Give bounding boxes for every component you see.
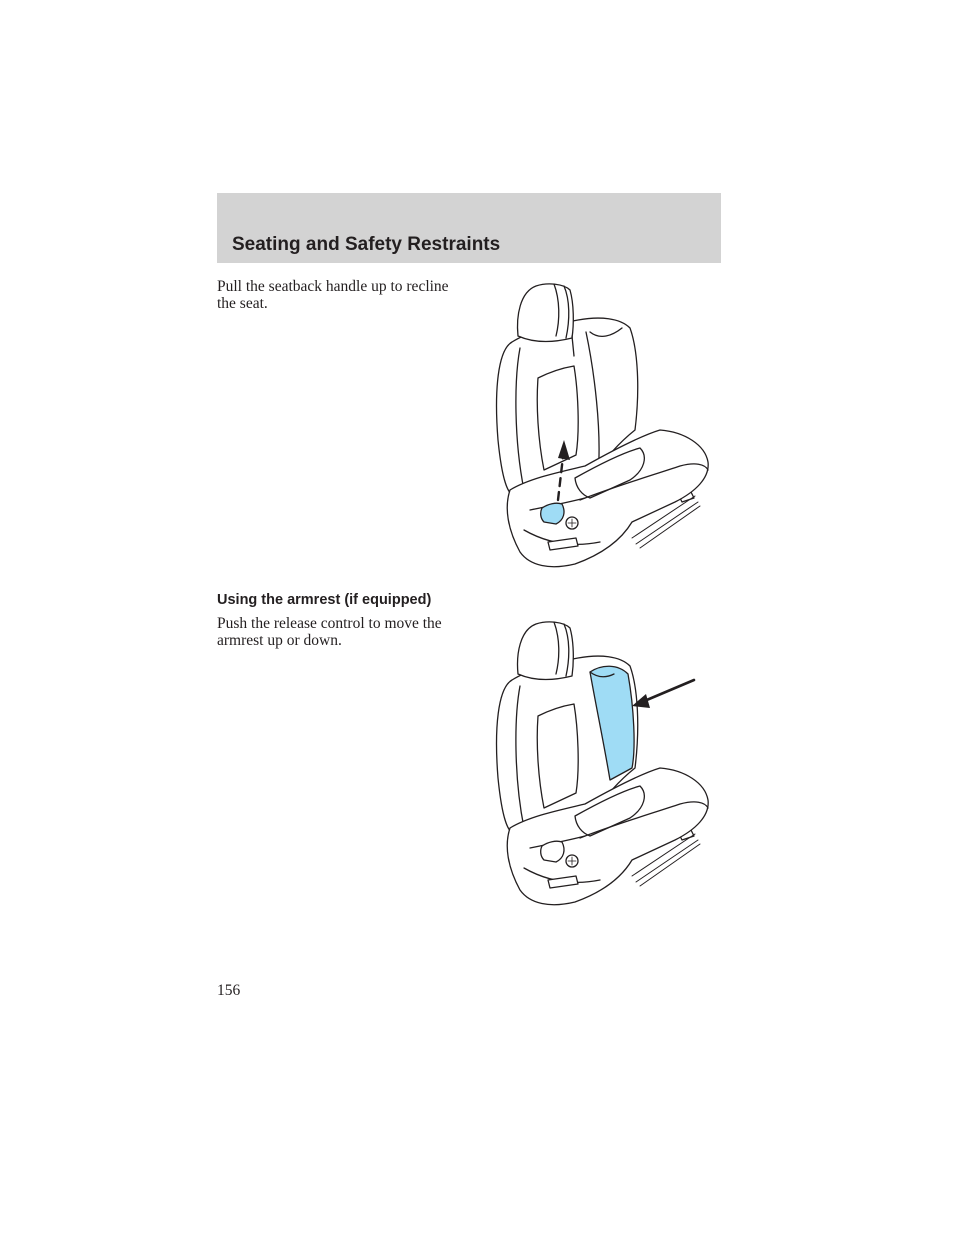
- page-number: 156: [217, 982, 241, 999]
- section-header-band: [217, 193, 721, 263]
- recline-instruction-text: Pull the seatback handle up to recline the seat.: [217, 278, 449, 312]
- section-title: Seating and Safety Restraints: [232, 234, 501, 255]
- seat-recline-illustration: [490, 280, 715, 572]
- seatback-handle-highlight: [541, 503, 564, 524]
- armrest-heading: Using the armrest (if equipped): [217, 592, 432, 608]
- armrest-illustration: [490, 618, 715, 910]
- armrest-instruction-text: Push the release control to move the armrest up or down.: [217, 615, 442, 649]
